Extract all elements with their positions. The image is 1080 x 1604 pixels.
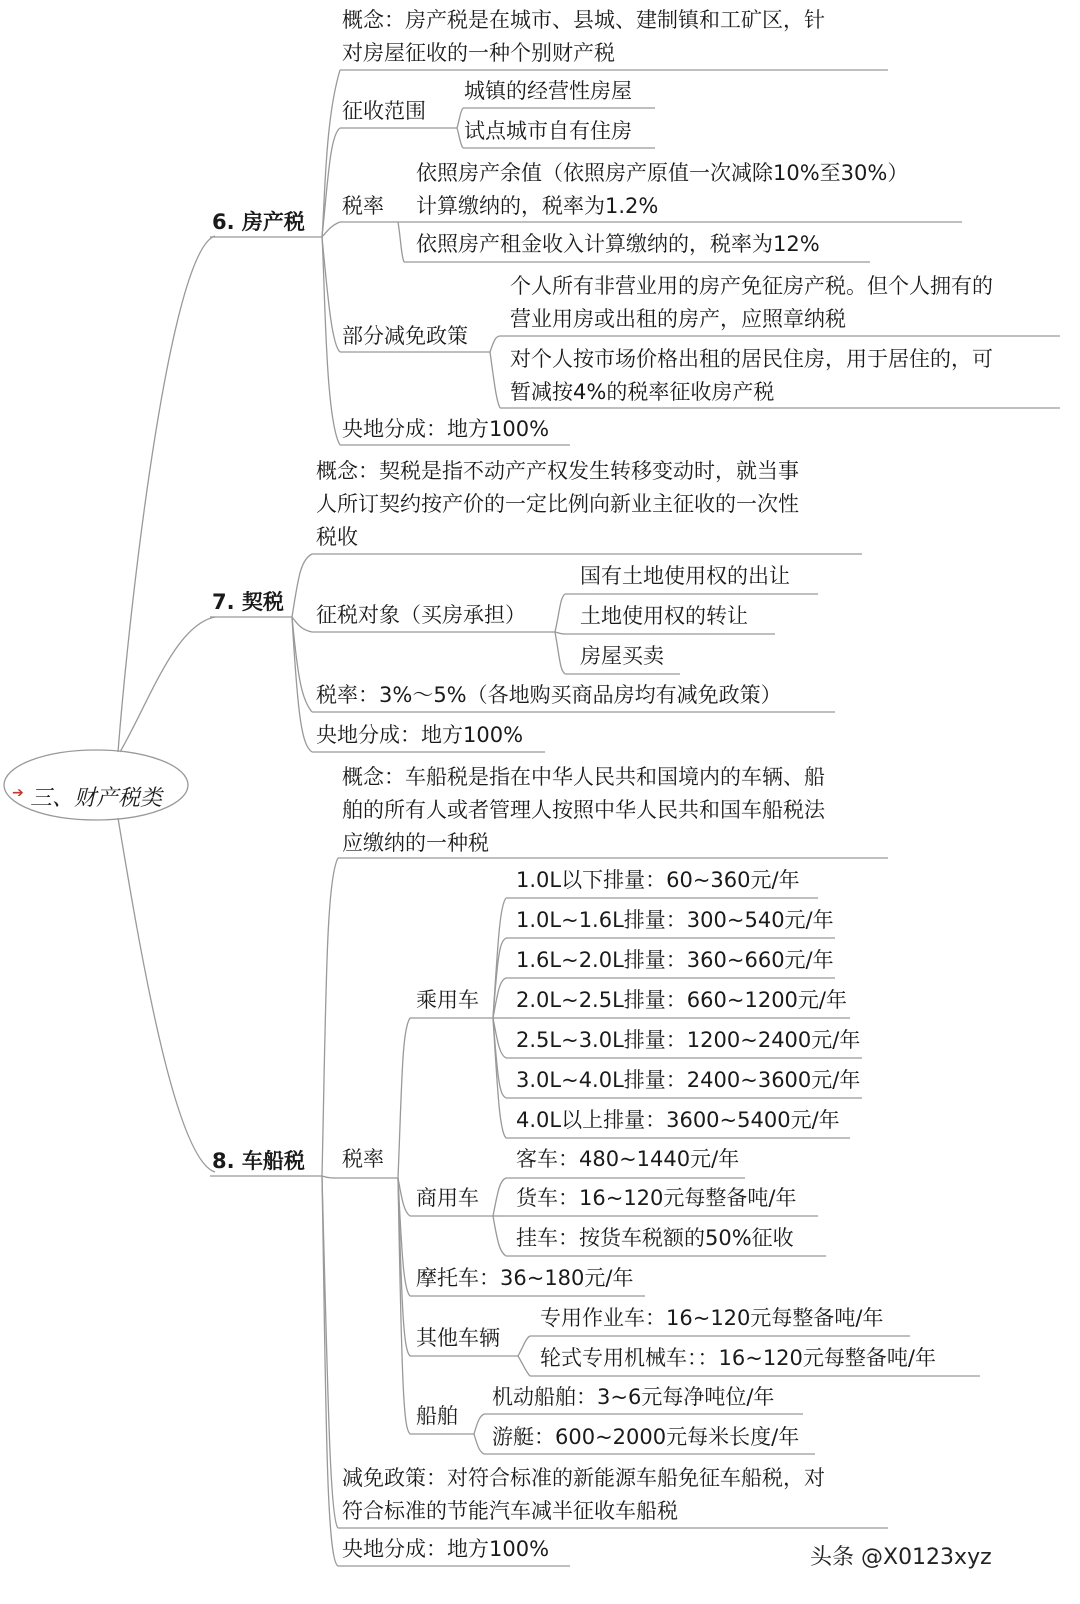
s8-share: 央地分成：地方100% — [342, 1537, 550, 1561]
s7-concept-line-2: 人所订契约按产价的一定比例向新业主征收的一次性 — [316, 492, 799, 516]
brace-8-rate — [322, 1176, 338, 1178]
s6-scope-item-1: 城镇的经营性房屋 — [464, 79, 632, 103]
connector-6-scope-2 — [457, 128, 463, 148]
s8-concept-line-3: 应缴纳的一种税 — [342, 831, 489, 855]
s8-ship-1: 机动船舶：3~6元每净吨位/年 — [492, 1385, 775, 1409]
section-7-title[interactable]: 7. 契税 — [212, 590, 284, 614]
s8-passenger-5: 2.5L~3.0L排量：1200~2400元/年 — [516, 1028, 861, 1052]
connector-7-obj-2 — [555, 632, 565, 634]
brace-7-object — [292, 617, 312, 632]
s8-commercial-3: 挂车：按货车税额的50%征收 — [516, 1226, 794, 1250]
connector-8-o2 — [518, 1356, 530, 1376]
brace-8-bottom — [322, 1176, 338, 1566]
s6-relief-1-line-1: 个人所有非营业用的房产免征房产税。但个人拥有的 — [510, 274, 993, 298]
s7-concept-line-3: 税收 — [316, 525, 358, 549]
s8-commercial-label[interactable]: 商用车 — [416, 1186, 479, 1210]
connector-7-obj-1 — [555, 594, 565, 632]
connector-7-obj-3 — [555, 632, 565, 674]
s7-share: 央地分成：地方100% — [316, 723, 524, 747]
brace-7-top — [292, 554, 312, 617]
connector-root-6 — [118, 236, 215, 752]
s8-passenger-4: 2.0L~2.5L排量：660~1200元/年 — [516, 988, 847, 1012]
s8-passenger-1: 1.0L以下排量：60~360元/年 — [516, 868, 800, 892]
connector-8-s2 — [474, 1434, 484, 1454]
s6-rate-2: 依照房产租金收入计算缴纳的，税率为12% — [416, 232, 820, 256]
brace-8-passenger — [398, 1018, 410, 1178]
s6-rate-1-line-1: 依照房产余值（依照房产原值一次减除10%至30%） — [416, 161, 909, 185]
connector-8-c1 — [493, 1178, 506, 1216]
brace-7-share — [292, 617, 312, 752]
s8-concept-line-2: 舶的所有人或者管理人按照中华人民共和国车船税法 — [342, 798, 825, 822]
connector-8-s1 — [474, 1414, 484, 1434]
connector-8-o1 — [518, 1336, 530, 1356]
s8-passenger-2: 1.0L~1.6L排量：300~540元/年 — [516, 908, 834, 932]
s6-relief-2-line-1: 对个人按市场价格出租的居民住房，用于居住的，可 — [510, 347, 993, 371]
s8-ship-label[interactable]: 船舶 — [416, 1404, 458, 1428]
s6-scope-item-2: 试点城市自有住房 — [464, 119, 632, 143]
connector-6-relief-1 — [490, 336, 500, 352]
s8-ship-2: 游艇：600~2000元每米长度/年 — [492, 1425, 800, 1449]
s6-scope-label[interactable]: 征收范围 — [342, 99, 426, 123]
connector-8-c3 — [493, 1216, 506, 1256]
connector-6-scope-1 — [457, 108, 463, 128]
s7-object-3: 房屋买卖 — [580, 644, 664, 668]
s8-relief-line-1: 减免政策：对符合标准的新能源车船免征车船税，对 — [342, 1466, 825, 1490]
s7-rate: 税率：3%～5%（各地购买商品房均有减免政策） — [316, 683, 782, 707]
s6-relief-1-line-2: 营业用房或出租的房产，应照章纳税 — [510, 307, 846, 331]
s8-passenger-6: 3.0L~4.0L排量：2400~3600元/年 — [516, 1068, 861, 1092]
s8-other-2: 轮式专用机械车：：16~120元每整备吨/年 — [540, 1346, 936, 1370]
section-6-title[interactable]: 6. 房产税 — [212, 210, 305, 234]
s6-relief-2-line-2: 暂减按4%的税率征收房产税 — [510, 380, 775, 404]
s6-rate-1-line-2: 计算缴纳的，税率为1.2% — [416, 194, 659, 218]
s7-object-1: 国有土地使用权的出让 — [580, 564, 790, 588]
s6-rate-label[interactable]: 税率 — [342, 194, 384, 218]
section-8-title[interactable]: 8. 车船税 — [212, 1149, 305, 1173]
s6-relief-label[interactable]: 部分减免政策 — [342, 324, 468, 348]
s6-concept-line-1: 概念：房产税是在城市、县城、建制镇和工矿区，针 — [342, 8, 825, 32]
connector-6-relief-2 — [490, 352, 500, 408]
connector-root-7 — [120, 617, 215, 752]
s8-other-label[interactable]: 其他车辆 — [416, 1326, 500, 1350]
root-arrow-icon: ➔ — [12, 785, 24, 801]
connector-root-8 — [118, 818, 215, 1172]
s6-concept-line-2: 对房屋征收的一种个别财产税 — [342, 41, 615, 65]
brace-8-top — [322, 858, 338, 1176]
s8-rate-label[interactable]: 税率 — [342, 1147, 384, 1171]
s8-passenger-7: 4.0L以上排量：3600~5400元/年 — [516, 1108, 840, 1132]
s8-commercial-2: 货车：16~120元每整备吨/年 — [516, 1186, 797, 1210]
connector-6-rate-2 — [398, 222, 404, 262]
root-node[interactable]: 三、财产税类 — [30, 786, 163, 811]
s7-object-label[interactable]: 征税对象（买房承担） — [316, 603, 526, 627]
s7-object-2: 土地使用权的转让 — [580, 604, 748, 628]
s8-relief-line-2: 符合标准的节能汽车减半征收车船税 — [342, 1499, 678, 1523]
s8-passenger-3: 1.6L~2.0L排量：360~660元/年 — [516, 948, 834, 972]
s8-concept-line-1: 概念：车船税是指在中华人民共和国境内的车辆、船 — [342, 765, 825, 789]
s8-commercial-1: 客车：480~1440元/年 — [516, 1147, 740, 1171]
watermark: 头条 @X0123xyz — [810, 1545, 992, 1570]
s7-concept-line-1: 概念：契税是指不动产产权发生转移变动时，就当事 — [316, 459, 799, 483]
s8-motorcycle: 摩托车：36~180元/年 — [416, 1266, 634, 1290]
s6-share: 央地分成：地方100% — [342, 417, 550, 441]
s8-other-1: 专用作业车：16~120元每整备吨/年 — [540, 1306, 884, 1330]
s8-passenger-label[interactable]: 乘用车 — [416, 988, 479, 1012]
brace-6-rate — [322, 222, 340, 237]
